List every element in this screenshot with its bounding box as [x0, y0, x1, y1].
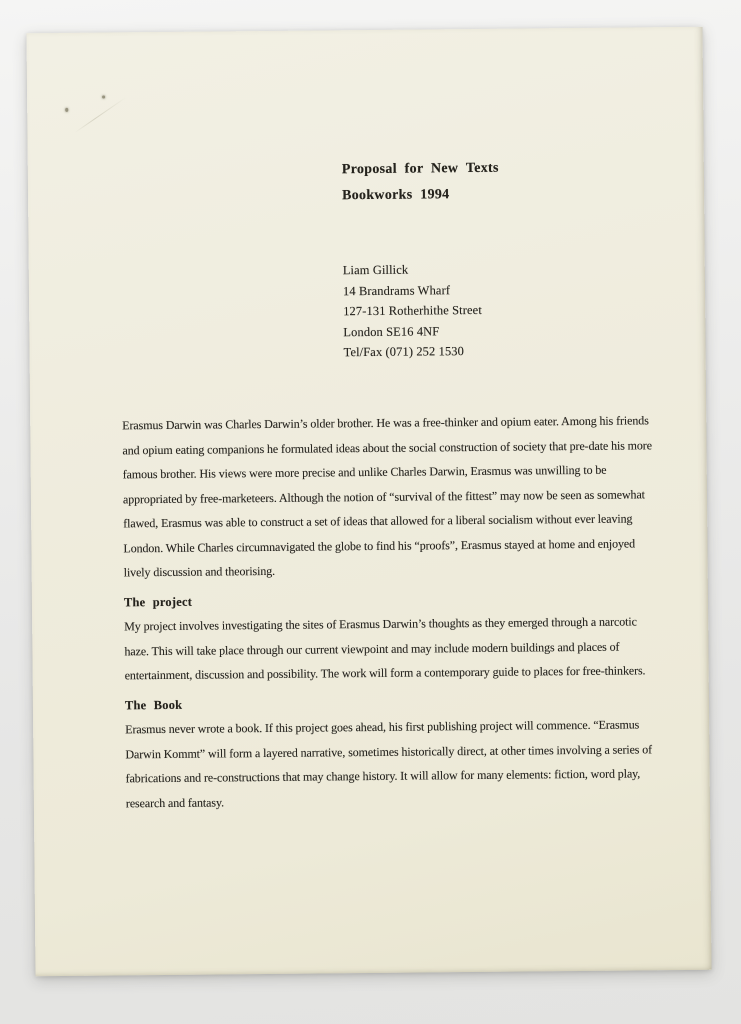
- document-header: [342, 156, 499, 210]
- title-line-proposal: Proposal for New Texts: [341, 160, 499, 178]
- contact-block: [343, 259, 483, 363]
- staple-mark-dot: [102, 96, 105, 99]
- contact-name: Liam Gillick: [342, 262, 409, 278]
- document-body: [122, 408, 714, 816]
- title-line-bookworks: Bookworks 1994: [341, 187, 450, 204]
- contact-phone: Tel/Fax (071) 252 1530: [343, 344, 465, 360]
- section-body-project: My project involves investigating the sites of Erasmus Darwin’s thoughts as they emerged through a narcotic haze. This will take place through our current viewpoint and may include modern buildings and places of entertainment, discussion and possibility. The work will form a contemporary guide to places for free-thinkers.: [124, 614, 646, 683]
- intro-paragraph: Erasmus Darwin was Charles Darwin’s older brother. He was a free-thinker and opium eater. Among his friends and opium eating companions he formulated ideas about the social construction of society that pre-date his more famous brother. His views were more precise and unlike Charles Darwin, Erasmus was unwilling to be appropriated by free-marketeers. Although the notion of “survival of the fittest” may now be seen as somewhat flawed, Erasmus was able to construct a set of ideas that allowed for a liberal socialism without ever leaving London. While Charles circumnavigated the globe to find his “proofs”, Erasmus stayed at home and enjoyed lively discussion and theorising.: [122, 413, 652, 580]
- paper-crease: [74, 97, 126, 133]
- section-heading-project: The project: [123, 594, 193, 609]
- contact-address-line-2: 127-131 Rotherhithe Street: [343, 302, 482, 319]
- section-heading-book: The Book: [124, 697, 183, 712]
- contact-address-line-3: London SE16 4NF: [343, 323, 440, 339]
- section-body-book: Erasmus never wrote a book. If this project goes ahead, his first publishing project will commence. “Erasmus Darwin Kommt” will form a layered narrative, sometimes historically direct, at other times involving a series of fabrications and re-constructions that may change history. It will allow for many elements: fiction, word play, research and fantasy.: [125, 717, 653, 810]
- staple-mark-dot: [65, 108, 68, 112]
- contact-address-line-1: 14 Brandrams Wharf: [342, 282, 451, 298]
- section-book: [125, 687, 714, 815]
- section-project: [124, 584, 713, 688]
- document-page: [26, 27, 711, 976]
